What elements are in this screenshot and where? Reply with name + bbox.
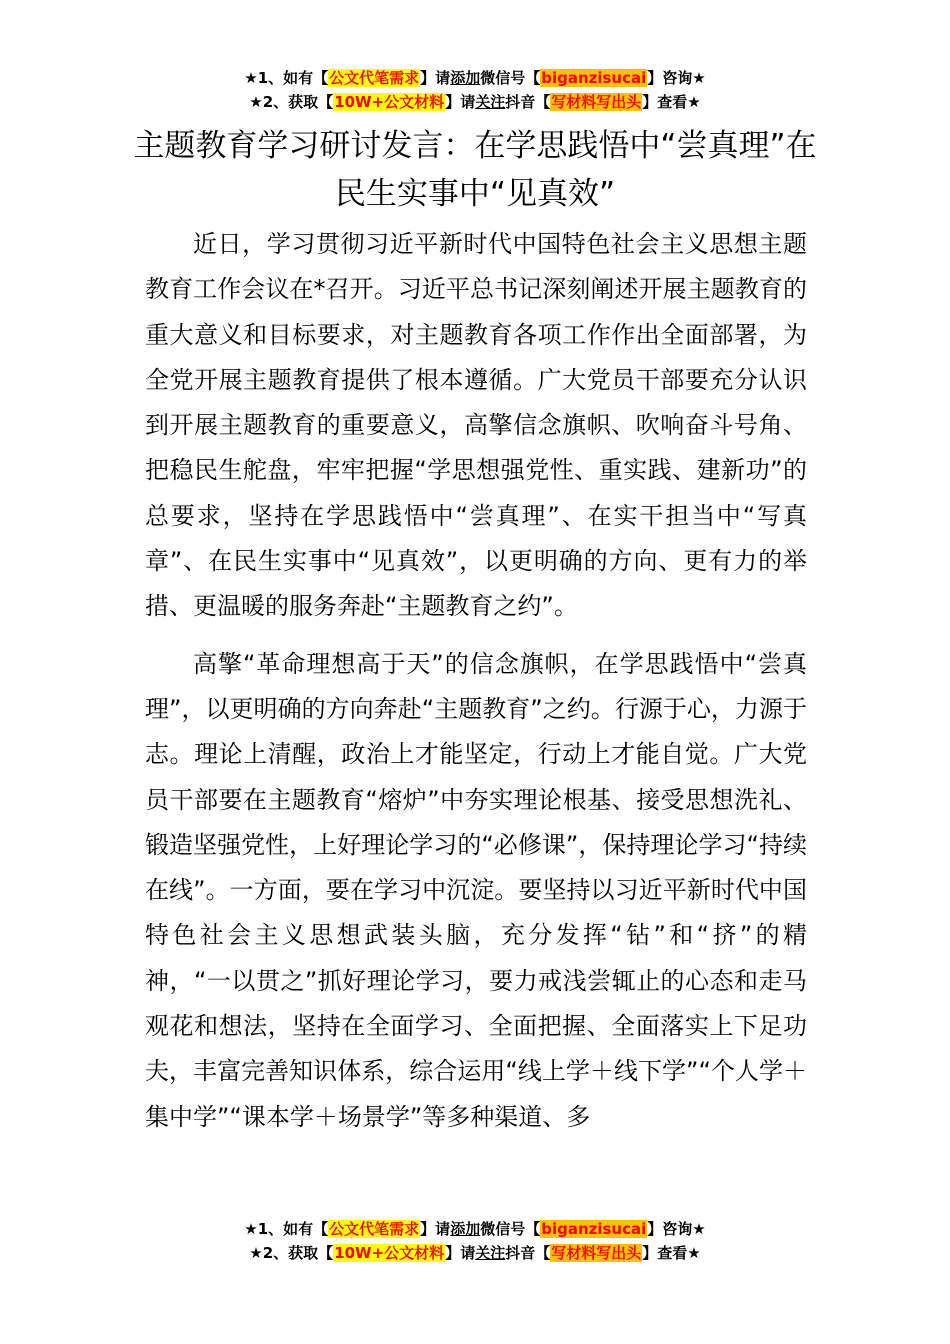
promo-line-2: ★2、获取【10W+公文材料】请关注抖音【写材料写出头】查看★ [249, 93, 701, 111]
paragraph: 近日，学习贯彻习近平新时代中国特色社会主义思想主题教育工作会议在*召开。习近平总书记深刻阐述开展主题教育的重大意义和目标要求，对主题教育各项工作作出全面部署，为全党开展主题教育提供了根本遵循。广大党员干部要充分认识到开展主题教育的重要意义，高擎信念旗帜、吹响奋斗号角、把稳民生舵盘，牢牢把握“学思想强党性、重实践、建新功”的总要求，坚持在学思践悟中“尝真理”、在实干担当中“写真章”、在民生实事中“见真效”，以更明确的方向、更有力的举措、更温暖的服务奔赴“主题教育之约”。 [145, 230, 807, 621]
document-body [145, 222, 807, 1140]
highlight-service: 公文代笔需求 [329, 1220, 420, 1238]
highlight-wechat-id: biganzisucai [541, 1220, 647, 1238]
promo-banner-top [0, 66, 950, 114]
highlight-douyin-id: 写材料写出头 [551, 93, 642, 111]
promo-banner-bottom [0, 1217, 950, 1265]
highlight-materials: 10W+公文材料 [334, 1244, 445, 1262]
highlight-wechat-id: biganzisucai [541, 69, 647, 87]
promo-line-2: ★2、获取【10W+公文材料】请关注抖音【写材料写出头】查看★ [249, 1244, 701, 1262]
highlight-materials: 10W+公文材料 [334, 93, 445, 111]
document-title: 主题教育学习研讨发言：在学思践悟中“尝真理”在民生实事中“见真效” [133, 128, 817, 212]
promo-line-1: ★1、如有【公文代笔需求】请添加微信号【biganzisucai】咨询★ [244, 69, 706, 87]
promo-line-1: ★1、如有【公文代笔需求】请添加微信号【biganzisucai】咨询★ [244, 1220, 706, 1238]
highlight-douyin-id: 写材料写出头 [551, 1244, 642, 1262]
highlight-service: 公文代笔需求 [329, 69, 420, 87]
paragraph: 高擎“革命理想高于天”的信念旗帜，在学思践悟中“尝真理”，以更明确的方向奔赴“主题教育”之约。行源于心，力源于志。理论上清醒，政治上才能坚定，行动上才能自觉。广大党员干部要在主题教育“熔炉”中夯实理论根基、接受思想洗礼、锻造坚强党性，上好理论学习的“必修课”，保持理论学习“持续在线”。一方面，要在学习中沉淀。要坚持以习近平新时代中国特色社会主义思想武装头脑，充分发挥“钻”和“挤”的精神，“一以贯之”抓好理论学习，要力戒浅尝辄止的心态和走马观花和想法，坚持在全面学习、全面把握、全面落实上下足功夫，丰富完善知识体系，综合运用“线上学＋线下学”“个人学＋集中学”“课本学＋场景学”等多种渠道、多 [145, 649, 807, 1131]
